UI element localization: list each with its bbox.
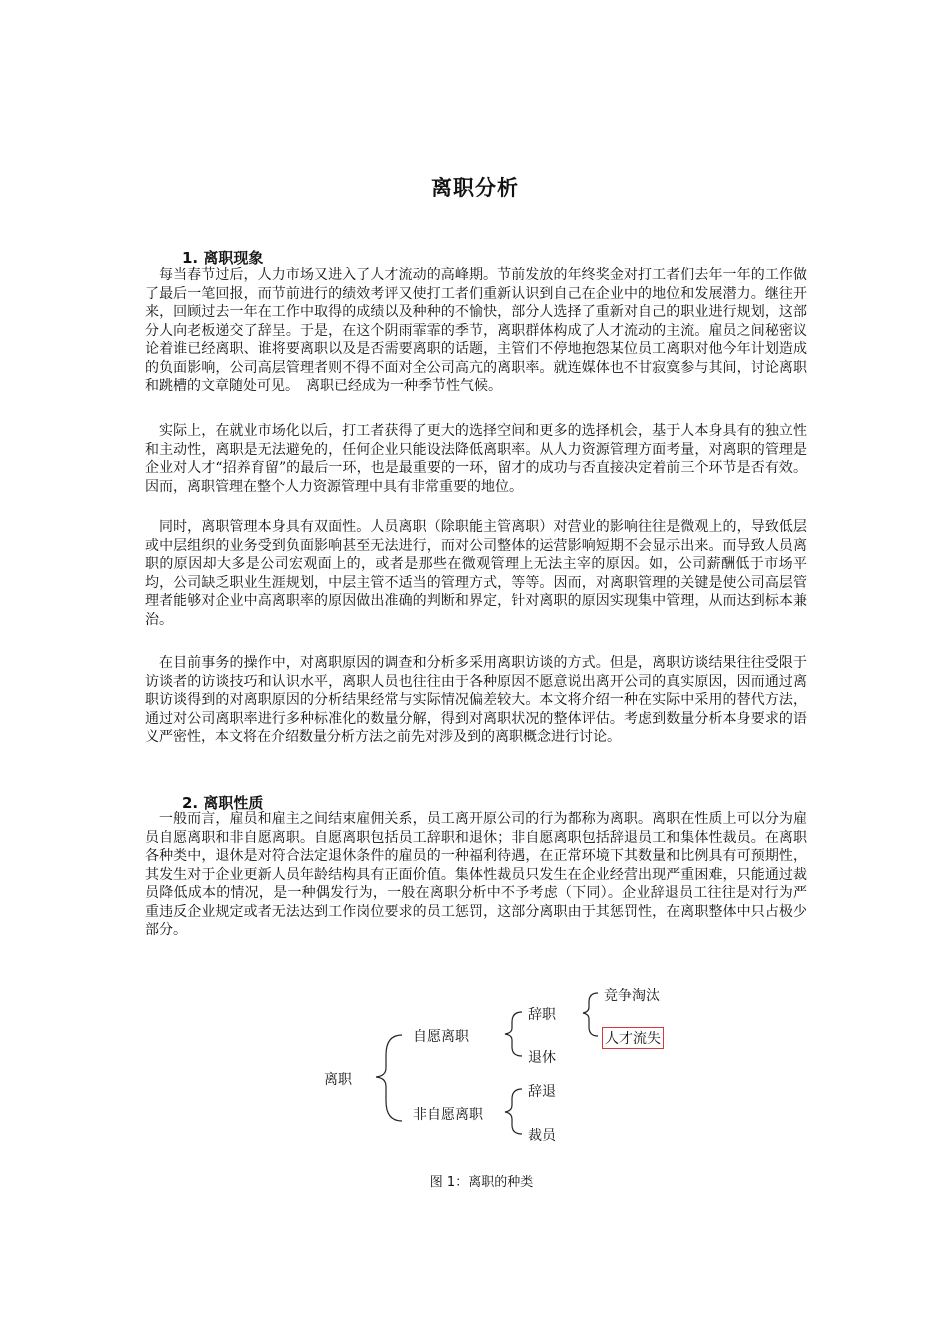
- paragraph-1-1: 每当春节过后，人力市场又进入了人才流动的高峰期。节前发放的年终奖金对打工者们去年一年的工作做了最后一笔回报，而节前进行的绩效考评又使打工者们重新认识到自己在企业中的地位和发展潜力。继往开来，回顾过去一年在工作中取得的成绩以及种种的不愉快，部分人选择了重新对自己的职业进行规划，这部分人向老板递交了辞呈。于是，在这个阴雨霏霏的季节，离职群体构成了人才流动的主流。雇员之间秘密议论着谁已经离职、谁将要离职以及是否需要离职的话题，主管们不停地抱怨某位员工离职对他今年计划造成的负面影响，公司高层管理者则不得不面对全公司高亢的离职率。就连媒体也不甘寂寞参与其间，讨论离职和跳槽的文章随处可见。 离职已经成为一种季节性气候。: [145, 267, 807, 394]
- section-heading-2: 2. 离职性质: [182, 794, 264, 812]
- paragraph-1-4: 在目前事务的操作中，对离职原因的调查和分析多采用离职访谈的方式。但是，离职访谈结果往往受限于访谈者的访谈技巧和认识水平，离职人员也往往由于各种原因不愿意说出离开公司的真实原因，因而通过离职访谈得到的对离职原因的分析结果经常与实际情况偏差较大。本文将介绍一种在实际中采用的替代方法，通过对公司离职率进行多种标准化的数量分解，得到对离职状况的整体评估。考虑到数量分析本身要求的语义严密性，本文将在介绍数量分析方法之前先对涉及到的离职概念进行讨论。: [145, 655, 807, 745]
- section-heading-1: 1. 离职现象: [182, 249, 264, 267]
- paragraph-2-1: 一般而言，雇员和雇主之间结束雇佣关系，员工离开原公司的行为都称为离职。离职在性质上可以分为雇员自愿离职和非自愿离职。自愿离职包括员工辞职和退休；非自愿离职包括辞退员工和集体性裁员。在离职各种类中，退休是对符合法定退休条件的雇员的一种福利待遇，在正常环境下其数量和比例具有可预期性，其发生对于企业更新人员年龄结构具有正面价值。集体性裁员只发生在企业经营出现严重困难，只能通过裁员降低成本的情况，是一种偶发行为，一般在离职分析中不予考虑（下同）。企业辞退员工往往是对行为严重违反企业规定或者无法达到工作岗位要求的员工惩罚，这部分离职由于其惩罚性，在离职整体中只占极少部分。: [145, 811, 807, 938]
- brace-involuntary: [505, 1089, 522, 1134]
- label-talent-loss: 人才流失: [602, 1027, 664, 1049]
- label-resign: 辞职: [528, 1007, 556, 1023]
- label-dismiss: 辞退: [528, 1084, 556, 1100]
- brace-root: [376, 1035, 402, 1121]
- label-involuntary: 非自愿离职: [413, 1107, 483, 1123]
- label-voluntary: 自愿离职: [413, 1029, 469, 1045]
- label-root: 离职: [324, 1072, 352, 1088]
- page-title: 离职分析: [431, 176, 519, 200]
- brace-voluntary: [505, 1012, 522, 1056]
- label-retire: 退休: [528, 1050, 556, 1066]
- label-layoff: 裁员: [528, 1128, 556, 1144]
- leave-types-diagram: [0, 975, 950, 1205]
- paragraph-1-2: 实际上，在就业市场化以后，打工者获得了更大的选择空间和更多的选择机会，基于人本身具有的独立性和主动性，离职是无法避免的，任何企业只能设法降低离职率。从人力资源管理方面考量，对离职的管理是企业对人才“招养育留”的最后一环，也是最重要的一环，留才的成功与否直接决定着前三个环节是否有效。因而，离职管理在整个人力资源管理中具有非常重要的地位。: [145, 423, 807, 495]
- figure-caption: 图 1：离职的种类: [429, 1175, 534, 1190]
- brace-resign: [583, 993, 598, 1036]
- label-competition: 竞争淘汰: [604, 988, 660, 1004]
- paragraph-1-3: 同时，离职管理本身具有双面性。人员离职（除职能主管离职）对营业的影响往往是微观上的，导致低层或中层组织的业务受到负面影响甚至无法进行，而对公司整体的运营影响短期不会显示出来。而导致人员离职的原因却大多是公司宏观面上的，或者是那些在微观管理上无法主宰的原因。如，公司薪酬低于市场平均，公司缺乏职业生涯规划，中层主管不适当的管理方式，等等。因而，对离职管理的关键是使公司高层管理者能够对企业中高离职率的原因做出准确的判断和界定，针对离职的原因实现集中管理，从而达到标本兼治。: [145, 519, 807, 628]
